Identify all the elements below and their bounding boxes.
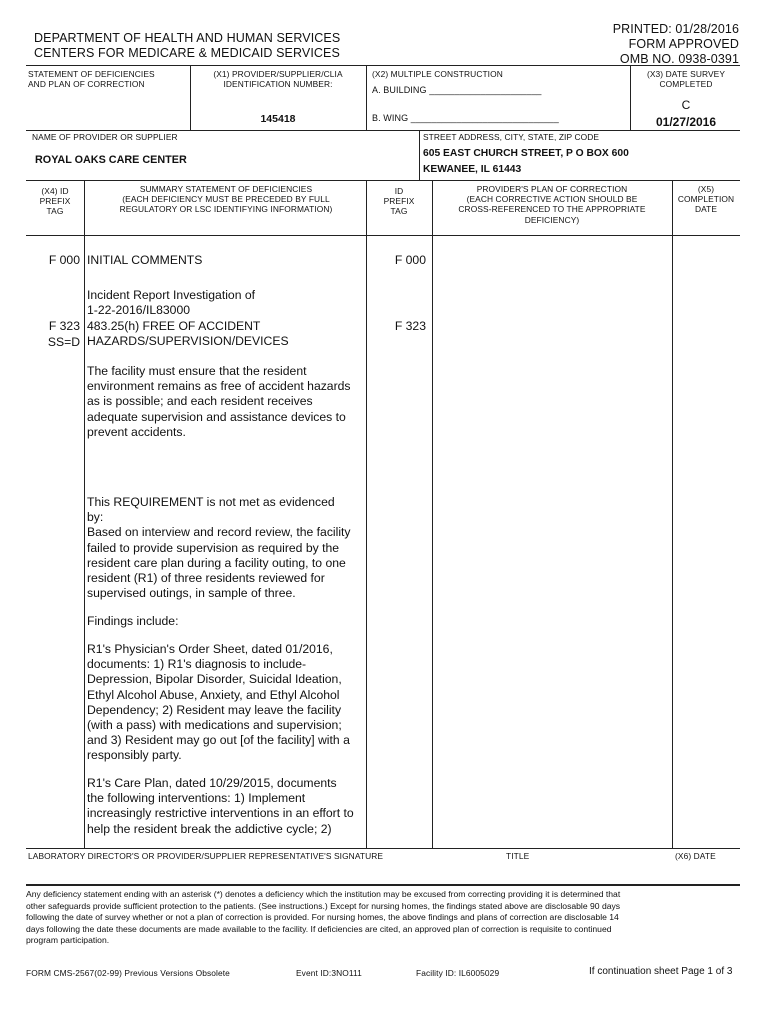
regulation-title: 483.25(h) FREE OF ACCIDENT HAZARDS/SUPERVISION/DEVICES <box>87 319 289 349</box>
provider-id-number: 145418 <box>260 113 296 125</box>
initial-comments-heading: INITIAL COMMENTS <box>87 253 203 267</box>
physician-order-paragraph: R1's Physician's Order Sheet, dated 01/2016, documents: 1) R1's diagnosis to include- Depression, Bipolar Disorder, Suicidal Ideation, Ethyl Alcohol Abuse, Anxiety, and Ethyl Alcohol Dependency; 2) Resident may leave the facility (with a pass) with medications and supervision; and 3) Resident may go out [of the facility] with a responsibly party. <box>87 642 350 763</box>
building-line: A. BUILDING ______________________ <box>372 85 542 95</box>
department-title <box>34 31 340 61</box>
form-id: FORM CMS-2567(02-99) Previous Versions Obsolete <box>26 968 230 978</box>
grid-line <box>26 848 740 849</box>
statement-label: STATEMENT OF DEFICIENCIES AND PLAN OF CORRECTION <box>28 69 155 90</box>
form-status <box>479 22 739 67</box>
summary-header: SUMMARY STATEMENT OF DEFICIENCIES (EACH DEFICIENCY MUST BE PRECEDED BY FULL REGULATORY OR LSC IDENTIFYING INFORMATION) <box>119 184 333 215</box>
omb-number: OMB NO. 0938-0391 <box>619 52 739 66</box>
x2-label: (X2) MULTIPLE CONSTRUCTION <box>372 69 503 79</box>
x6-date-label: (X6) DATE <box>675 851 716 861</box>
grid-line <box>26 180 740 181</box>
scope-severity: SS=D <box>47 335 80 349</box>
column-line <box>366 180 367 848</box>
tag-f000-plan: F 000 <box>394 253 426 267</box>
grid-line <box>419 130 420 180</box>
grid-line <box>26 130 740 131</box>
x5-header: (X5) COMPLETION DATE <box>677 184 735 215</box>
signature-rule <box>26 884 740 886</box>
plan-header: PROVIDER'S PLAN OF CORRECTION (EACH CORRECTIVE ACTION SHOULD BE CROSS-REFERENCED TO THE APPROPRIATE DEFICIENCY) <box>458 184 646 225</box>
wing-line: B. WING _____________________________ <box>372 113 559 123</box>
requirement-not-met: This REQUIREMENT is not met as evidenced by: Based on interview and record review, the facility failed to provide supervision as required by the resident care plan during a facility outing, to one resident (R1) of three residents reviewed for supervised outings, in sample of three. <box>87 495 351 601</box>
findings-heading: Findings include: <box>87 614 179 628</box>
facility-id: Facility ID: IL6005029 <box>416 968 500 978</box>
provider-label: NAME OF PROVIDER OR SUPPLIER <box>32 132 178 142</box>
title-label: TITLE <box>506 851 530 861</box>
department-line-1: DEPARTMENT OF HEALTH AND HUMAN SERVICES <box>34 31 341 45</box>
survey-date: 01/27/2016 <box>655 115 717 129</box>
x3-label: (X3) DATE SURVEY COMPLETED <box>646 69 726 90</box>
care-plan-paragraph: R1's Care Plan, dated 10/29/2015, documents the following interventions: 1) Implement increasingly restrictive interventions in an effort to help the resident break the addictive cycle; 2) <box>87 776 354 836</box>
tag-f323: F 323 <box>48 319 80 333</box>
tag-f323-plan: F 323 <box>394 319 426 333</box>
address-label: STREET ADDRESS, CITY, STATE, ZIP CODE <box>423 132 600 142</box>
grid-line <box>190 65 191 130</box>
signature-label: LABORATORY DIRECTOR'S OR PROVIDER/SUPPLIER REPRESENTATIVE'S SIGNATURE <box>28 851 384 861</box>
x1-label: (X1) PROVIDER/SUPPLIER/CLIA IDENTIFICATION NUMBER: <box>213 69 343 90</box>
continuation-note: If continuation sheet Page 1 of 3 <box>589 966 733 977</box>
survey-code: C <box>681 98 691 112</box>
department-line-2: CENTERS FOR MEDICARE & MEDICAID SERVICES <box>34 46 340 60</box>
grid-line <box>26 65 740 66</box>
incident-report: Incident Report Investigation of 1-22-2016/IL83000 <box>87 288 256 318</box>
id-header: ID PREFIX TAG <box>383 186 415 217</box>
grid-line <box>26 235 740 236</box>
column-line <box>672 180 673 848</box>
event-id: Event ID:3NO111 <box>296 968 362 978</box>
column-line <box>84 180 85 848</box>
tag-f000: F 000 <box>48 253 80 267</box>
column-line <box>432 180 433 848</box>
provider-name: ROYAL OAKS CARE CENTER <box>35 154 187 166</box>
form-approved: FORM APPROVED <box>628 37 739 51</box>
printed-date: PRINTED: 01/28/2016 <box>612 22 739 36</box>
disclaimer-text: Any deficiency statement ending with an asterisk (*) denotes a deficiency which the institution may be excused from correcting providing it is determined that other safeguards provide sufficient protection to the patients. (See instructions.) Except for nursing homes, the findings stated above are disclosable 90 days following the date of survey whether or not a plan of correction is provided. For nursing homes, the above findings and plans of correction are disclosable 14 days following the date these documents are made available to the facility. If deficiencies are cited, an approved plan of correction is requisite to continued program participation. <box>26 889 621 946</box>
address-line-2: KEWANEE, IL 61443 <box>423 164 522 175</box>
x4-header: (X4) ID PREFIX TAG <box>39 186 71 217</box>
regulation-text: The facility must ensure that the resident environment remains as free of accident hazards as is possible; and each resident receives adequate supervision and assistance devices to prevent accidents. <box>87 364 351 439</box>
grid-line <box>630 65 631 130</box>
grid-line <box>366 65 367 130</box>
address-line-1: 605 EAST CHURCH STREET, P O BOX 600 <box>423 148 629 159</box>
